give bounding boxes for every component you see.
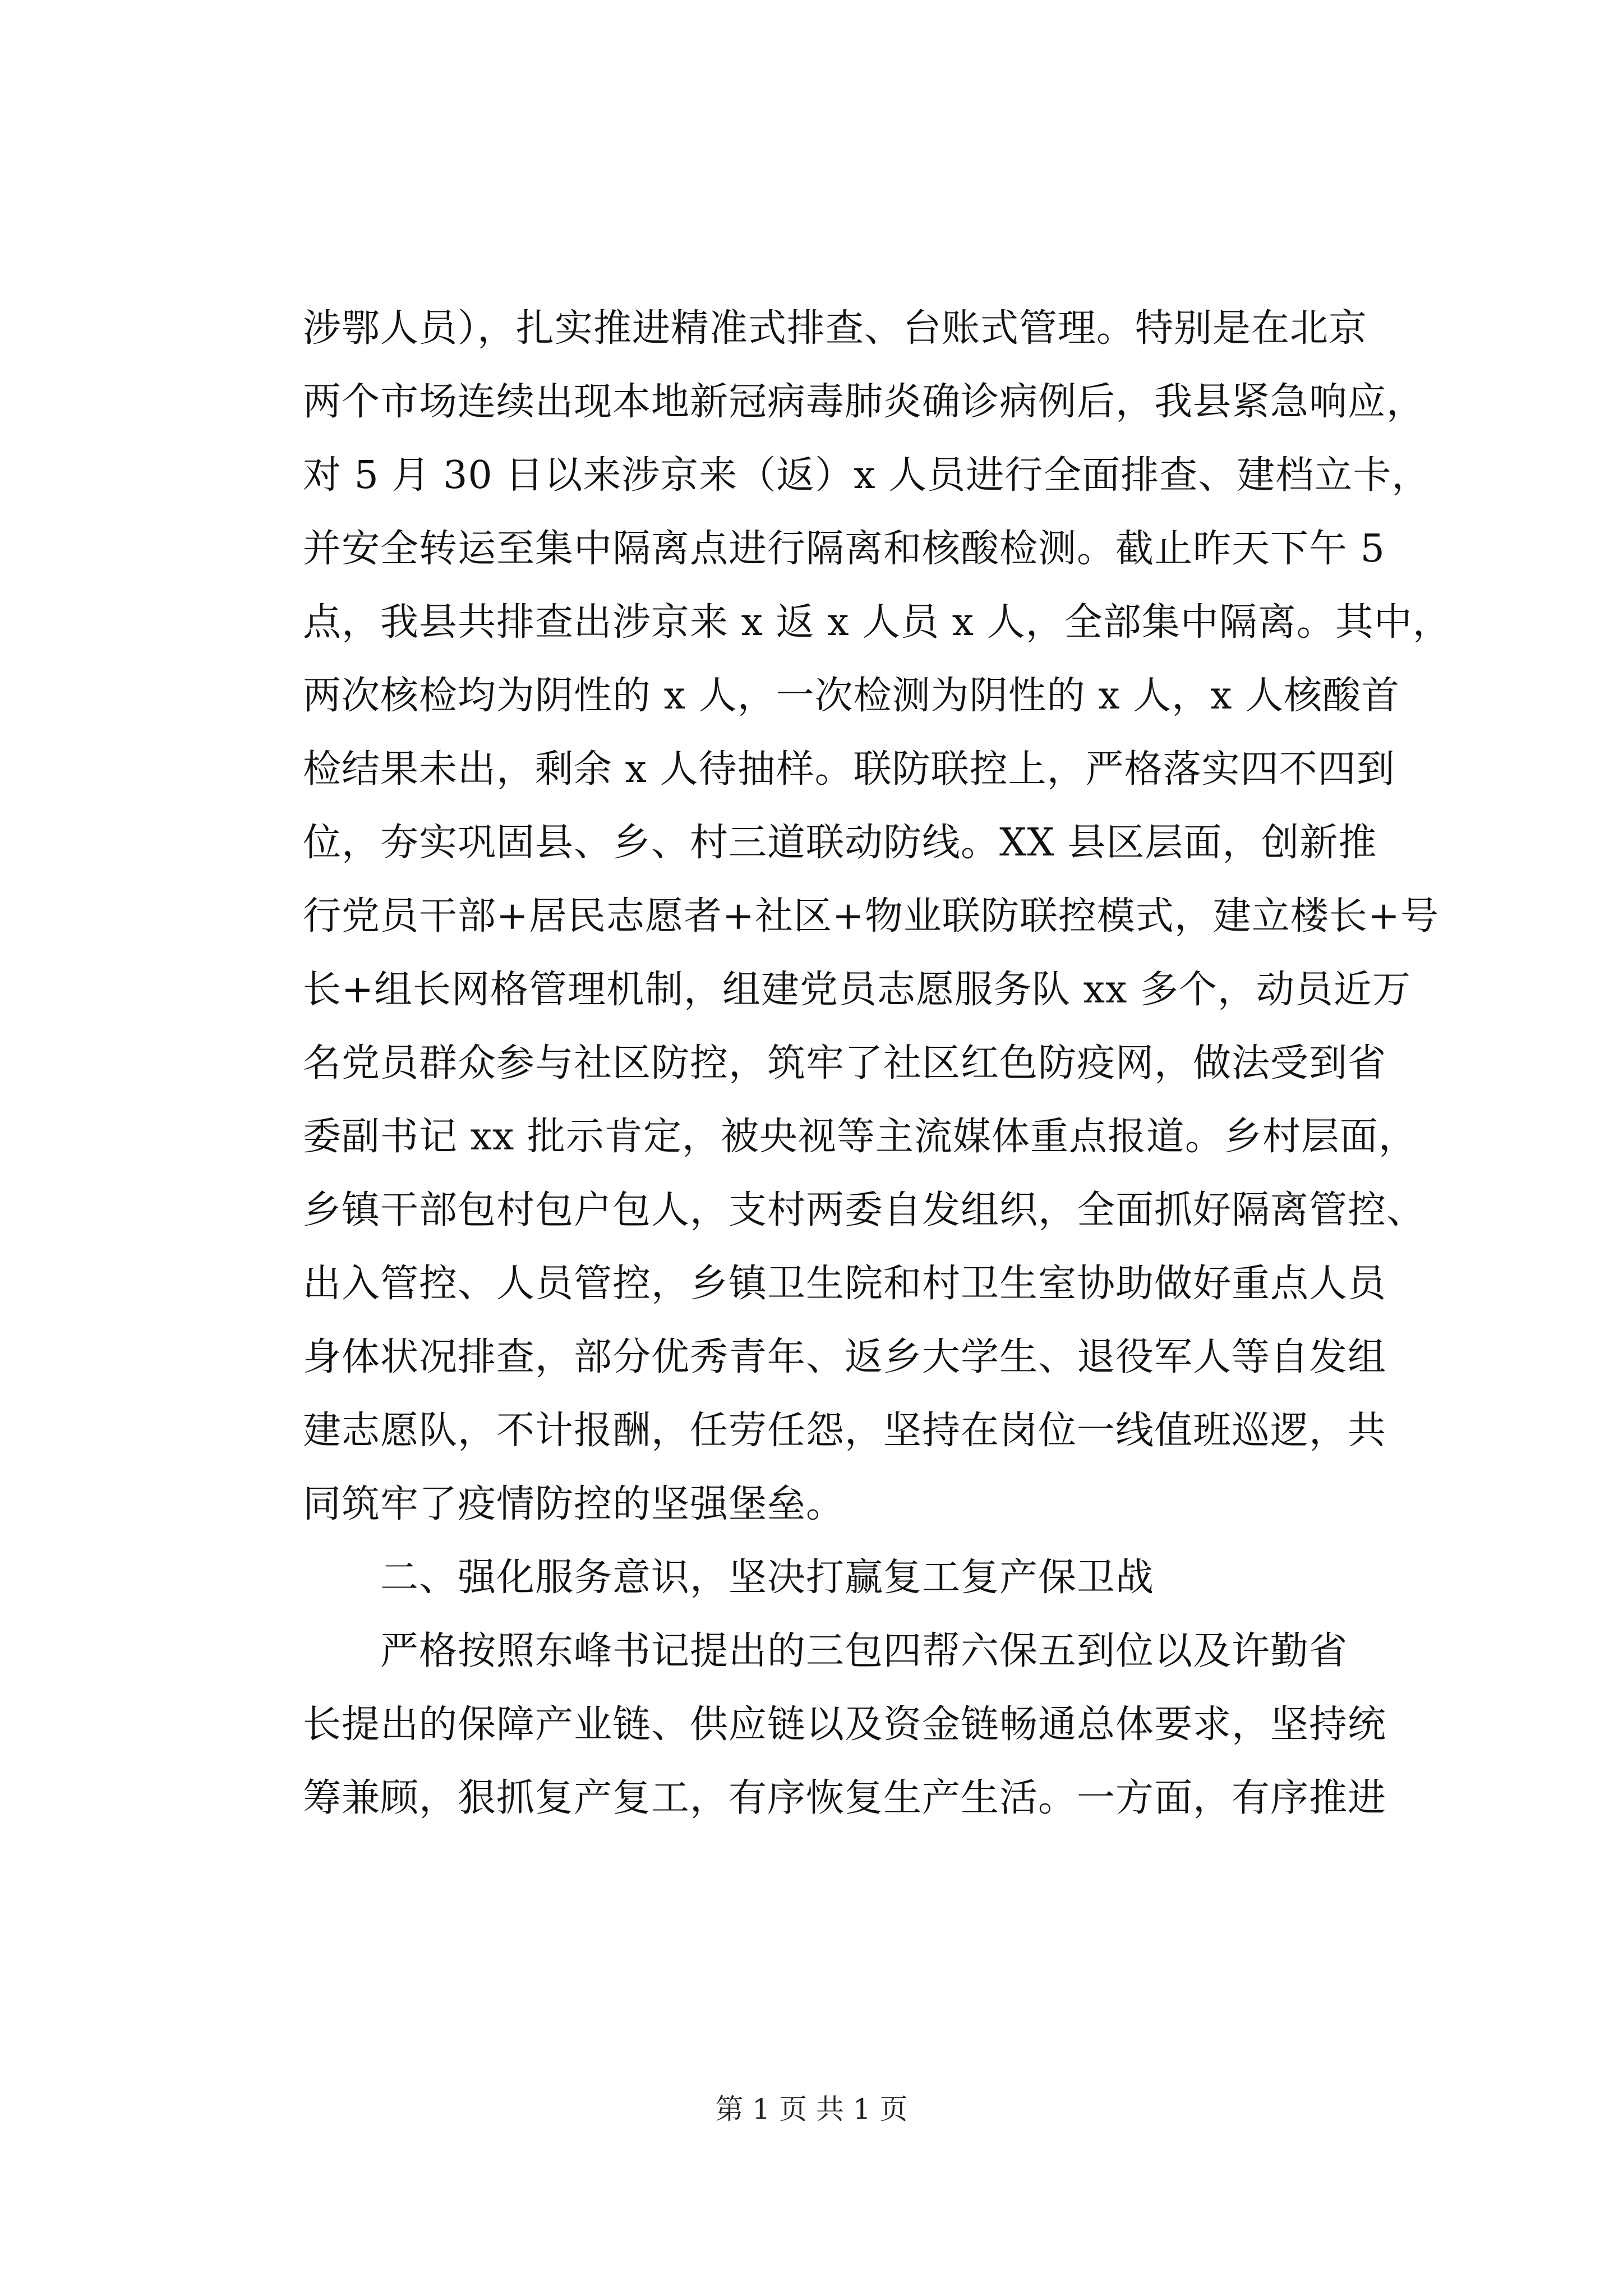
text-line: 两次核检均为阴性的 x 人，一次检测为阴性的 x 人，x 人核酸首 (303, 674, 1400, 718)
text-line: 筹兼顾，狠抓复产复工，有序恢复生产生活。一方面，有序推进 (303, 1776, 1387, 1820)
text-line: 点，我县共排查出涉京来 x 返 x 人员 x 人，全部集中隔离。其中， (303, 600, 1451, 645)
text-line: 涉鄂人员），扎实推进精准式排查、台账式管理。特别是在北京 (303, 306, 1368, 351)
text-line: 出入管控、人员管控，乡镇卫生院和村卫生室协助做好重点人员 (303, 1262, 1387, 1306)
text-line: 委副书记 xx 批示肯定，被央视等主流媒体重点报道。乡村层面， (303, 1115, 1417, 1159)
text-line: 身体状况排查，部分优秀青年、返乡大学生、退役军人等自发组 (303, 1335, 1387, 1379)
text-line: 对 5 月 30 日以来涉京来（返）x 人员进行全面排查、建档立卡， (303, 453, 1431, 498)
text-line: 严格按照东峰书记提出的三包四帮六保五到位以及许勤省 (303, 1629, 1348, 1673)
text-line: 长提出的保障产业链、供应链以及资金链畅通总体要求，坚持统 (303, 1703, 1387, 1747)
text-line: 建志愿队，不计报酬，任劳任怨，坚持在岗位一线值班巡逻，共 (303, 1409, 1387, 1453)
text-line: 检结果未出，剩余 x 人待抽样。联防联控上，严格落实四不四到 (303, 747, 1395, 792)
text-line: 位，夯实巩固县、乡、村三道联动防线。XX 县区层面，创新推 (303, 821, 1377, 865)
text-line: 同筑牢了疫情防控的坚强堡垒。 (303, 1482, 845, 1526)
page-footer: 第 1 页 共 1 页 (715, 2093, 908, 2125)
text-line: 长+组长网格管理机制，组建党员志愿服务队 xx 多个，动员近万 (303, 968, 1411, 1012)
text-line: 名党员群众参与社区防控，筑牢了社区红色防疫网，做法受到省 (303, 1041, 1387, 1085)
text-line: 行党员干部+居民志愿者+社区+物业联防联控模式，建立楼长+号 (303, 894, 1439, 938)
section-heading: 二、强化服务意识，坚决打赢复工复产保卫战 (303, 1556, 1155, 1600)
text-line: 两个市场连续出现本地新冠病毒肺炎确诊病例后，我县紧急响应， (303, 380, 1426, 424)
body-text (303, 292, 1481, 1835)
text-line: 乡镇干部包村包户包人，支村两委自发组织，全面抓好隔离管控、 (303, 1188, 1426, 1232)
text-line: 并安全转运至集中隔离点进行隔离和核酸检测。截止昨天下午 5 (303, 527, 1385, 571)
